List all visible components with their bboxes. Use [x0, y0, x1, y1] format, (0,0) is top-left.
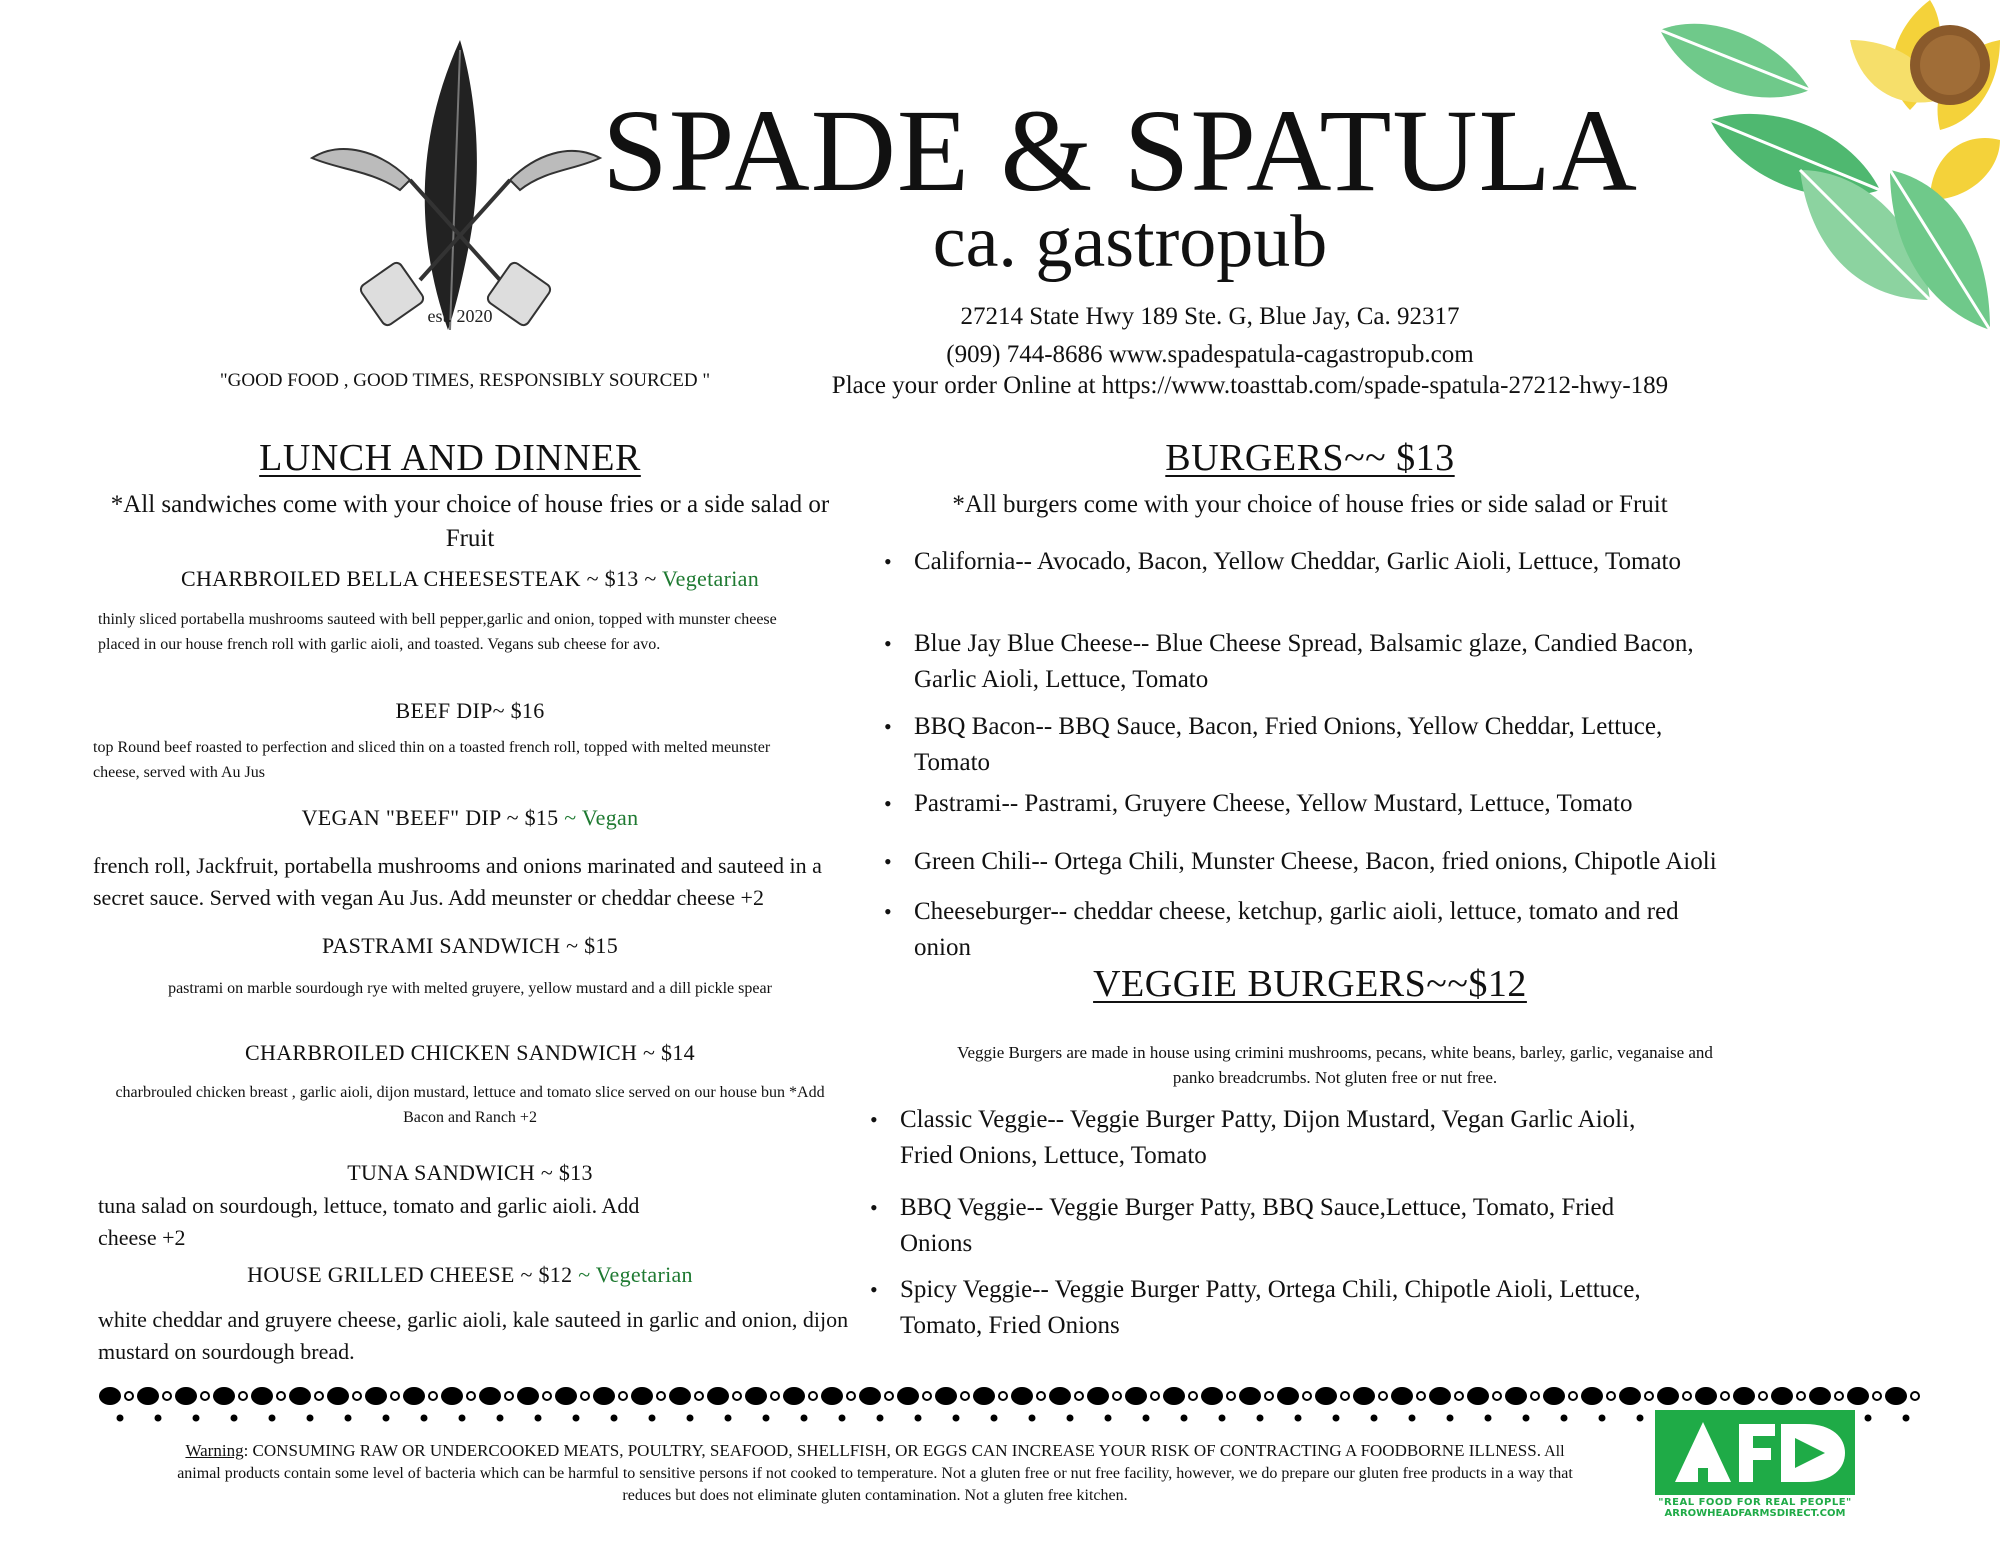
divider-ring	[1151, 1392, 1159, 1400]
divider-dot-small	[573, 1415, 580, 1422]
divider-ring	[1645, 1392, 1653, 1400]
divider-dot	[1543, 1387, 1565, 1405]
divider-dot-small	[649, 1415, 656, 1422]
divider-ring	[1341, 1392, 1349, 1400]
menu-item-desc: thinly sliced portabella mushrooms sauteed with bell pepper,garlic and onion, topped with munster cheese placed in our house french roll with garlic aioli, and toasted. Vegans sub cheese for avo.	[98, 611, 777, 653]
order-online-line: Place your order Online at https://www.toasttab.com/spade-spatula-27212-hwy-189	[831, 372, 1669, 399]
divider-dot	[365, 1387, 387, 1405]
divider-dot	[1619, 1387, 1641, 1405]
divider-ring	[1493, 1392, 1501, 1400]
divider-dot-small	[1371, 1415, 1378, 1422]
divider-dot	[289, 1387, 311, 1405]
divider-dot	[1809, 1387, 1831, 1405]
veggie-heading: VEGGIE BURGERS~~$12	[1093, 963, 1527, 1005]
divider-dot	[1201, 1387, 1223, 1405]
divider-ring	[809, 1392, 817, 1400]
divider-dot	[783, 1387, 805, 1405]
divider-dot-small	[269, 1415, 276, 1422]
divider-ring	[1759, 1392, 1767, 1400]
divider-dot-small	[1143, 1415, 1150, 1422]
divider-dot-small	[1029, 1415, 1036, 1422]
divider-dot	[973, 1387, 995, 1405]
burger-item: • Blue Jay Blue Cheese-- Blue Cheese Spread, Balsamic glaze, Candied Bacon, Garlic Aioli, Lettuce, Tomato	[880, 626, 1740, 698]
divider-dot	[403, 1387, 425, 1405]
divider-ring	[1227, 1392, 1235, 1400]
divider-ring	[391, 1392, 399, 1400]
menu-item-title: TUNA SANDWICH ~ $13	[347, 1160, 593, 1185]
restaurant-subtitle: ca. gastropub	[932, 201, 1328, 283]
menu-item-desc: tuna salad on sourdough, lettuce, tomato and garlic aioli. Add cheese +2	[98, 1193, 640, 1250]
veggie-item: • BBQ Veggie-- Veggie Burger Patty, BBQ Sauce,Lettuce, Tomato, Fried Onions	[866, 1190, 1686, 1262]
divider-ring	[619, 1392, 627, 1400]
divider-dot-small	[1561, 1415, 1568, 1422]
divider-ring	[695, 1392, 703, 1400]
divider-dot-small	[687, 1415, 694, 1422]
divider-ring	[847, 1392, 855, 1400]
divider-dot	[213, 1387, 235, 1405]
divider-dot	[517, 1387, 539, 1405]
divider-ring	[1607, 1392, 1615, 1400]
menu-item-title	[90, 566, 850, 592]
divider-ring	[1873, 1392, 1881, 1400]
menu-item-title	[90, 805, 850, 831]
divider-dot-small	[1333, 1415, 1340, 1422]
item-name-price: VEGAN "BEEF" DIP ~ $15	[301, 805, 559, 830]
divider-dot	[441, 1387, 463, 1405]
divider-dot	[1505, 1387, 1527, 1405]
divider-dot-small	[421, 1415, 428, 1422]
divider-dot	[669, 1387, 691, 1405]
burger-item: • Pastrami-- Pastrami, Gruyere Cheese, Yellow Mustard, Lettuce, Tomato	[880, 786, 1760, 822]
divider-dot-small	[1105, 1415, 1112, 1422]
warning-label: Warning	[185, 1441, 244, 1460]
divider-dot	[1847, 1387, 1869, 1405]
allergy-warning	[175, 1440, 1575, 1507]
veggie-item: • Classic Veggie-- Veggie Burger Patty, Dijon Mustard, Vegan Garlic Aioli, Fried Onions, Lettuce, Tomato	[866, 1102, 1686, 1174]
divider-dot	[1315, 1387, 1337, 1405]
item-diet-tag: ~ Vegetarian	[578, 1262, 693, 1287]
menu-item-desc: pastrami on marble sourdough rye with melted gruyere, yellow mustard and a dill pickle spear	[168, 980, 772, 997]
divider-ring	[125, 1392, 133, 1400]
burger-list	[880, 544, 1820, 964]
divider-ring	[543, 1392, 551, 1400]
divider-ring	[999, 1392, 1007, 1400]
burgers-heading: BURGERS~~ $13	[1165, 437, 1455, 479]
veggie-note: Veggie Burgers are made in house using crimini mushrooms, pecans, white beans, barley, garlic, veganaise and panko breadcrumbs. Not gluten free or nut free.	[957, 1043, 1713, 1087]
divider-dot-small	[459, 1415, 466, 1422]
divider-dot-small	[877, 1415, 884, 1422]
divider-dot	[745, 1387, 767, 1405]
divider-dot	[707, 1387, 729, 1405]
divider-dot-small	[383, 1415, 390, 1422]
divider-ring	[163, 1392, 171, 1400]
divider-dot-small	[1181, 1415, 1188, 1422]
divider-dot	[1581, 1387, 1603, 1405]
divider-ring	[1797, 1392, 1805, 1400]
divider-dot-small	[231, 1415, 238, 1422]
divider-ring	[1037, 1392, 1045, 1400]
burgers-note: *All burgers come with your choice of house fries or side salad or Fruit	[952, 491, 1668, 518]
divider-dot	[555, 1387, 577, 1405]
divider-ring	[581, 1392, 589, 1400]
divider-ring	[315, 1392, 323, 1400]
divider-dot-small	[1067, 1415, 1074, 1422]
menu-item-title	[90, 1262, 850, 1288]
warning-text: All animal products contain some level of bacteria which can be harmful to sensitive persons if not cooked to temperature. Not a gluten free or nut free facility, however, we do prepare our gluten free products in a way that reduces but does not eliminate gluten contamination. Not a gluten free kitchen.	[177, 1443, 1573, 1504]
divider-dot	[99, 1387, 121, 1405]
divider-dot-small	[155, 1415, 162, 1422]
item-diet-tag: Vegetarian	[661, 566, 759, 591]
divider-dot-small	[953, 1415, 960, 1422]
divider-dot	[1277, 1387, 1299, 1405]
divider-dot	[593, 1387, 615, 1405]
divider-ring	[1721, 1392, 1729, 1400]
sunflower-decoration	[1650, 0, 2000, 350]
menu-item-desc: charbrouled chicken breast , garlic aioli, dijon mustard, lettuce and tomato slice served on our house bun *Add Bacon and Ranch +2	[115, 1084, 825, 1126]
divider-ring	[885, 1392, 893, 1400]
divider-ring	[239, 1392, 247, 1400]
divider-dot	[897, 1387, 919, 1405]
divider-ring	[277, 1392, 285, 1400]
divider-dot	[327, 1387, 349, 1405]
divider-dot-small	[1447, 1415, 1454, 1422]
item-diet-tag: ~ Vegan	[564, 805, 639, 830]
divider-ring	[1189, 1392, 1197, 1400]
divider-dot-small	[535, 1415, 542, 1422]
burger-item: • BBQ Bacon-- BBQ Sauce, Bacon, Fried Onions, Yellow Cheddar, Lettuce, Tomato	[880, 709, 1700, 781]
divider-dot-small	[1485, 1415, 1492, 1422]
divider-dot	[631, 1387, 653, 1405]
divider-dot	[1353, 1387, 1375, 1405]
divider-dot	[1163, 1387, 1185, 1405]
veggie-list	[866, 1102, 1746, 1342]
divider-dot-small	[1903, 1415, 1910, 1422]
divider-dot-small	[117, 1415, 124, 1422]
divider-dot	[479, 1387, 501, 1405]
divider-dot-small	[1523, 1415, 1530, 1422]
divider-dot	[1695, 1387, 1717, 1405]
divider-dot	[1011, 1387, 1033, 1405]
divider-dot	[1885, 1387, 1907, 1405]
divider-dot	[935, 1387, 957, 1405]
divider-dot-small	[345, 1415, 352, 1422]
burger-item: • Green Chili-- Ortega Chili, Munster Cheese, Bacon, fried onions, Chipotle Aioli	[880, 844, 1820, 880]
divider-ring	[1569, 1392, 1577, 1400]
phone-web-line: (909) 744-8686 www.spadespatula-cagastropub.com	[946, 341, 1474, 368]
divider-dot-small	[611, 1415, 618, 1422]
divider-ring	[201, 1392, 209, 1400]
divider-dot-small	[763, 1415, 770, 1422]
item-name-price: CHARBROILED BELLA CHEESESTEAK ~ $13 ~	[181, 566, 657, 591]
divider-dot	[1771, 1387, 1793, 1405]
divider-dot-small	[497, 1415, 504, 1422]
divider-ring	[1303, 1392, 1311, 1400]
divider-ring	[657, 1392, 665, 1400]
divider-ring	[1531, 1392, 1539, 1400]
divider-dot-small	[801, 1415, 808, 1422]
menu-item-desc: top Round beef roasted to perfection and sliced thin on a toasted french roll, topped with melted meunster cheese, served with Au Jus	[93, 739, 771, 781]
menu-item-title: PASTRAMI SANDWICH ~ $15	[321, 933, 619, 958]
item-name-price: HOUSE GRILLED CHEESE ~ $12	[247, 1262, 573, 1287]
divider-ring	[771, 1392, 779, 1400]
divider-ring	[353, 1392, 361, 1400]
divider-dot-small	[1257, 1415, 1264, 1422]
divider-ring	[505, 1392, 513, 1400]
lunch-heading: LUNCH AND DINNER	[259, 437, 641, 479]
divider-dot	[1733, 1387, 1755, 1405]
divider-dot-small	[839, 1415, 846, 1422]
divider-dot	[175, 1387, 197, 1405]
divider-ring	[733, 1392, 741, 1400]
divider-dot-small	[1599, 1415, 1606, 1422]
divider-dot-small	[193, 1415, 200, 1422]
divider-ring	[1683, 1392, 1691, 1400]
divider-ring	[961, 1392, 969, 1400]
divider-dot-small	[1219, 1415, 1226, 1422]
divider-ring	[1075, 1392, 1083, 1400]
lunch-note: *All sandwiches come with your choice of house fries or a side salad or Fruit	[110, 491, 830, 552]
divider-dot	[1125, 1387, 1147, 1405]
divider-dot	[1049, 1387, 1071, 1405]
veggie-item: • Spicy Veggie-- Veggie Burger Patty, Ortega Chili, Chipotle Aioli, Lettuce, Tomato, Fried Onions	[866, 1272, 1686, 1344]
address-line: 27214 State Hwy 189 Ste. G, Blue Jay, Ca. 92317	[960, 303, 1460, 330]
burger-item: • California-- Avocado, Bacon, Yellow Cheddar, Garlic Aioli, Lettuce, Tomato	[880, 544, 1700, 580]
divider-ring	[1835, 1392, 1843, 1400]
divider-dot	[251, 1387, 273, 1405]
divider-ring	[1911, 1392, 1919, 1400]
divider-dot-small	[725, 1415, 732, 1422]
divider-dot-small	[1295, 1415, 1302, 1422]
divider-ring	[1417, 1392, 1425, 1400]
divider-dot-small	[307, 1415, 314, 1422]
divider-dot	[1087, 1387, 1109, 1405]
divider-ring	[1113, 1392, 1121, 1400]
divider-dot-small	[991, 1415, 998, 1422]
divider-dot	[1239, 1387, 1261, 1405]
divider-dot-small	[1637, 1415, 1644, 1422]
menu-item-desc: white cheddar and gruyere cheese, garlic aioli, kale sauteed in garlic and onion, dijon mustard on sourdough bread.	[98, 1307, 849, 1364]
divider-dot	[137, 1387, 159, 1405]
tagline: "GOOD FOOD , GOOD TIMES, RESPONSIBLY SOURCED "	[219, 370, 711, 391]
afd-url: ARROWHEADFARMSDIRECT.COM	[1664, 1508, 1846, 1519]
divider-dot-small	[1865, 1415, 1872, 1422]
divider-dot	[821, 1387, 843, 1405]
menu-item-desc: french roll, Jackfruit, portabella mushrooms and onions marinated and sauteed in a secret sauce. Served with vegan Au Jus. Add meunster or cheddar cheese +2	[93, 853, 822, 910]
restaurant-name: SPADE & SPATULA	[602, 85, 1638, 216]
burger-item: • Cheeseburger-- cheddar cheese, ketchup, garlic aioli, lettuce, tomato and red onion	[880, 894, 1680, 966]
divider-ring	[1455, 1392, 1463, 1400]
divider-dot	[859, 1387, 881, 1405]
divider-dot	[1391, 1387, 1413, 1405]
afd-slogan: "REAL FOOD FOR REAL PEOPLE"	[1658, 1497, 1852, 1508]
divider-ring	[923, 1392, 931, 1400]
afd-logo	[1655, 1410, 1855, 1495]
divider-ring	[1265, 1392, 1273, 1400]
divider-dot-small	[1409, 1415, 1416, 1422]
divider-dot	[1429, 1387, 1451, 1405]
address-block	[760, 298, 1660, 374]
divider-dot	[1467, 1387, 1489, 1405]
divider-ring	[1379, 1392, 1387, 1400]
divider-dot-small	[915, 1415, 922, 1422]
warning-caps: : CONSUMING RAW OR UNDERCOOKED MEATS, POULTRY, SEAFOOD, SHELLFISH, OR EGGS CAN INCREASE YOUR RISK OF CONTRACTING A FOODBORNE ILLNESS.	[243, 1441, 1541, 1460]
divider-ring	[467, 1392, 475, 1400]
divider-ring	[429, 1392, 437, 1400]
logo-est-text: est. 2020	[427, 306, 493, 326]
menu-item-title: CHARBROILED CHICKEN SANDWICH ~ $14	[245, 1040, 695, 1065]
menu-item-title: BEEF DIP~ $16	[395, 698, 545, 723]
divider-dot	[1657, 1387, 1679, 1405]
